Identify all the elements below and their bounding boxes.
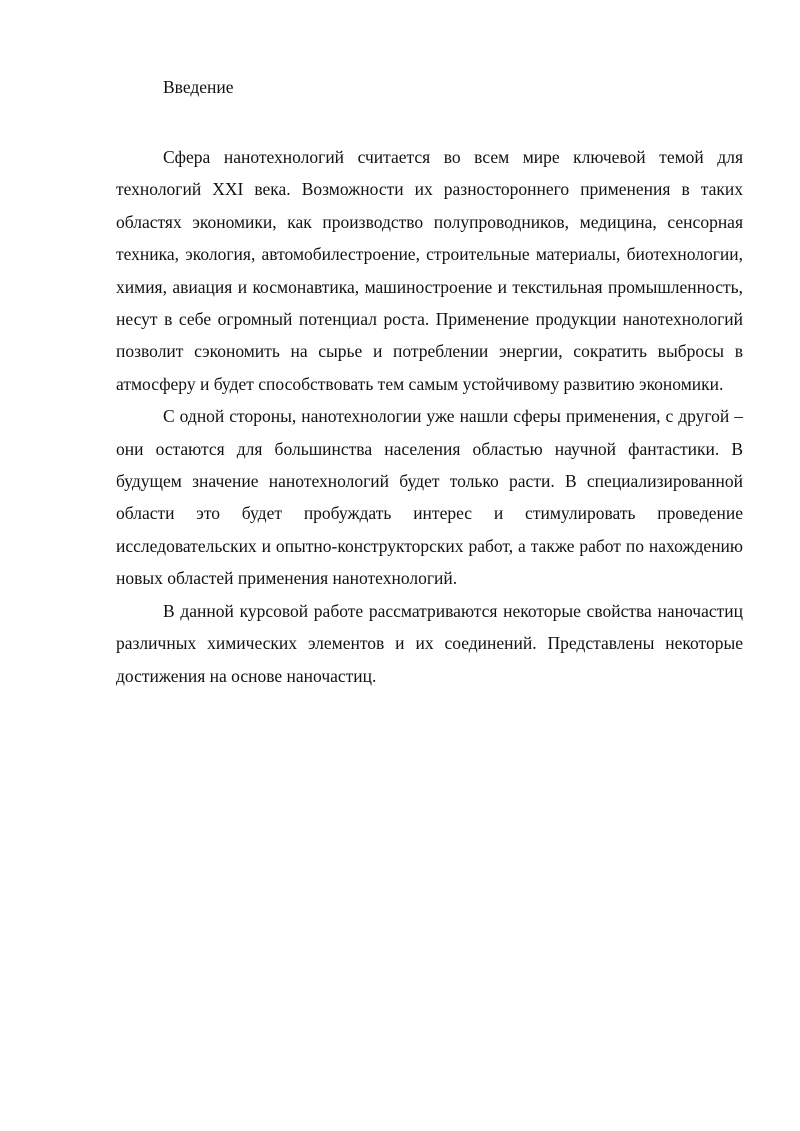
paragraph-1: Сфера нанотехнологий считается во всем мире ключевой темой для технологий XXI века. Возможности их разностороннего применения в таких областях экономики, как производство полупроводников, медицина, сенсорная техника, экология, автомобилестроение, строительные материалы, биотехнологии, химия, авиация и космонавтика, машиностроение и текстильная промышленность, несут в себе огромный потенциал роста. Применение продукции нанотехнологий позволит сэкономить на сырье и потреблении энергии, сократить выбросы в атмосферу и будет способствовать тем самым устойчивому развитию экономики. xyxy=(116,147,743,394)
section-heading: Введение xyxy=(163,77,234,97)
body-text xyxy=(116,141,743,692)
paragraph-2: С одной стороны, нанотехнологии уже нашли сферы применения, с другой – они остаются для большинства населения областью научной фантастики. В будущем значение нанотехнологий будет только расти. В специализированной области это будет пробуждать интерес и стимулировать проведение исследовательских и опытно-конструкторских работ, а также работ по нахождению новых областей применения нанотехнологий. xyxy=(116,406,743,589)
paragraph-3: В данной курсовой работе рассматриваются некоторые свойства наночастиц различных химических элементов и их соединений. Представлены некоторые достижения на основе наночастиц. xyxy=(116,600,743,686)
